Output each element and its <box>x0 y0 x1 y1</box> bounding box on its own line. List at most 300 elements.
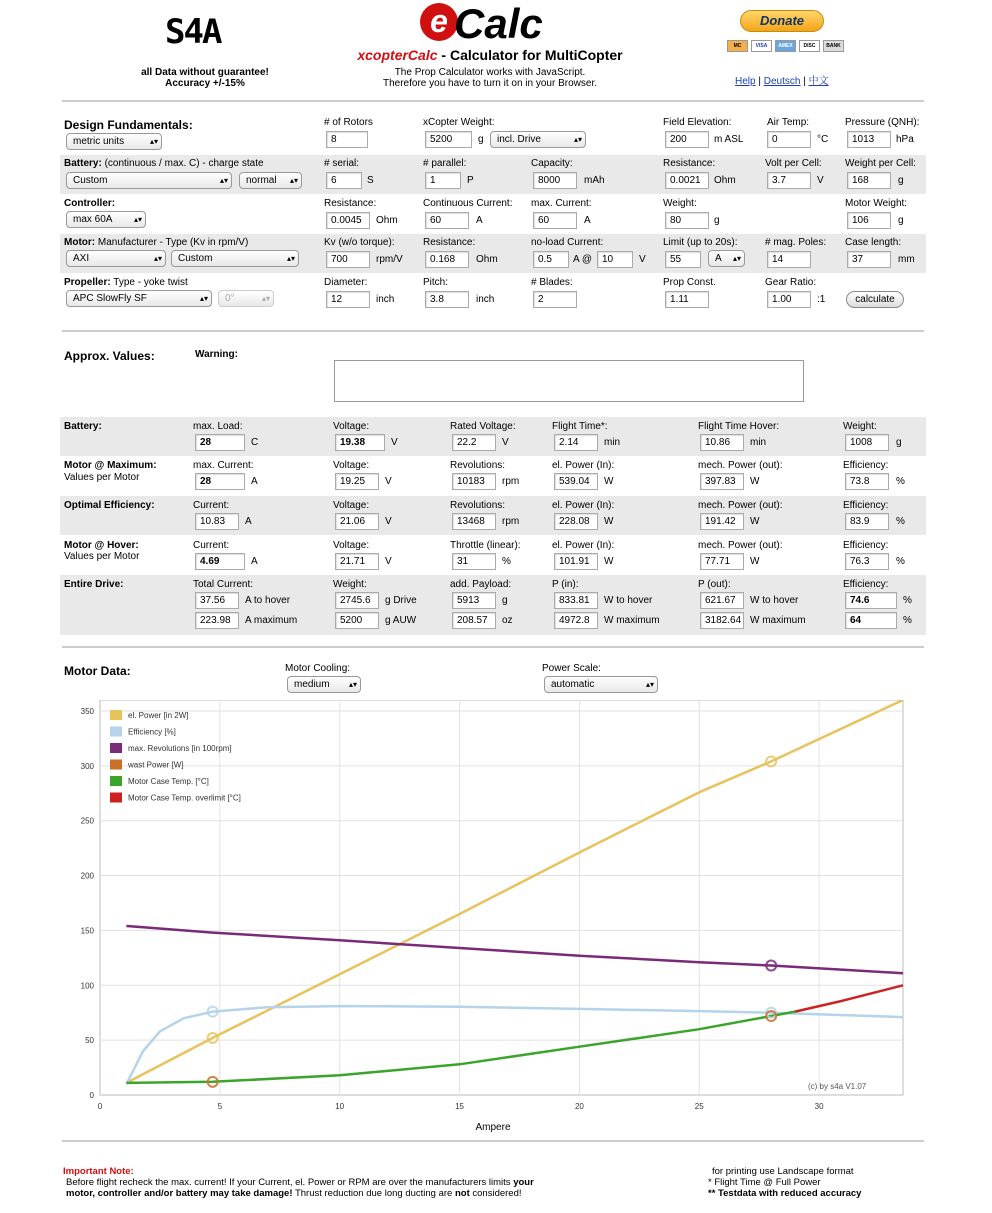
updown-icon: ▴▾ <box>133 215 142 224</box>
rated-voltage-value: 22.2 <box>452 434 496 451</box>
limit-input[interactable]: 55 <box>665 251 701 268</box>
kv-input[interactable]: 700 <box>326 251 370 268</box>
pitch-input[interactable]: 3.8 <box>425 291 469 308</box>
current-max-unit: A maximum <box>245 615 298 626</box>
weight-mode-value: incl. Drive <box>497 134 541 145</box>
motor-res-label: Resistance: <box>423 237 476 248</box>
hov-pin-unit: W <box>604 556 614 567</box>
legend-swatch-revolutions <box>110 743 122 753</box>
mm-eff-value: 73.8 <box>845 473 889 490</box>
controller-res-unit: Ohm <box>376 215 398 226</box>
diameter-unit: inch <box>376 294 395 305</box>
battery-weight-value: 1008 <box>845 434 889 451</box>
noload-voltage-input[interactable]: 10 <box>597 251 633 268</box>
battery-res-unit: Ohm <box>714 175 736 186</box>
motor-max-label: Motor @ Maximum: <box>64 460 157 471</box>
updown-icon: ▴▾ <box>261 294 270 303</box>
parallel-input[interactable]: 1 <box>425 172 461 189</box>
current-hover-unit: A to hover <box>245 595 291 606</box>
airtemp-label: Air Temp: <box>767 117 810 128</box>
vcell-unit: V <box>817 175 824 186</box>
pout-hover-unit: W to hover <box>750 595 799 606</box>
serial-unit: S <box>367 175 374 186</box>
legend-swatch-overlimit <box>110 793 122 803</box>
rotors-label: # of Rotors <box>324 117 373 128</box>
controller-label: Controller: <box>64 198 116 209</box>
cooling-label: Motor Cooling: <box>285 663 351 674</box>
ecalc-logo-e: e <box>420 3 458 41</box>
flight-time-unit: min <box>604 437 621 448</box>
pressure-label: Pressure (QNH): <box>845 117 920 128</box>
card-icon-bank: BANK <box>823 40 844 52</box>
motor-type-value: Custom <box>178 253 213 264</box>
current-hover-value: 37.56 <box>195 592 239 609</box>
gear-ratio-input[interactable]: 1.00 <box>767 291 811 308</box>
noload-voltage-unit: V <box>639 254 646 265</box>
motor-weight-unit: g <box>898 215 904 226</box>
hover-sublabel: Values per Motor <box>64 551 140 562</box>
updown-icon: ▴▾ <box>286 254 295 263</box>
opt-eff-value: 83.9 <box>845 513 889 530</box>
controller-weight-unit: g <box>714 215 720 226</box>
legend-swatch-power <box>110 710 122 720</box>
controller-weight-input[interactable]: 80 <box>665 212 709 229</box>
controller-res-input[interactable]: 0.0045 <box>326 212 370 229</box>
weight-drive-value: 2745.6 <box>335 592 379 609</box>
mm-pin-unit: W <box>604 476 614 487</box>
battery-voltage-label: Voltage: <box>333 421 370 432</box>
opt-eff-label: Efficiency: <box>843 500 889 511</box>
weight-drive-unit: g Drive <box>385 595 417 606</box>
poles-label: # mag. Poles: <box>765 237 827 248</box>
propeller-label <box>64 277 188 288</box>
pout-label: P (out): <box>698 579 731 590</box>
max-load-value: 28 <box>195 434 245 451</box>
propeller-label-bold: Propeller: <box>64 277 111 288</box>
diameter-label: Diameter: <box>324 277 368 288</box>
motor-manufacturer-select[interactable] <box>66 250 166 267</box>
result-battery-label: Battery: <box>64 421 102 432</box>
controller-select[interactable] <box>66 211 146 228</box>
legend-label-overlimit: Motor Case Temp. overlimit [°C] <box>128 793 241 803</box>
help-link[interactable]: Help <box>735 76 756 87</box>
pressure-unit: hPa <box>896 134 914 145</box>
charge-state-select[interactable] <box>239 172 302 189</box>
pin-max-value: 4972.8 <box>554 612 598 629</box>
pressure-input[interactable]: 1013 <box>847 131 891 148</box>
motor-max-sublabel: Values per Motor <box>64 472 140 483</box>
link-separator: | <box>800 76 809 87</box>
link-separator: | <box>755 76 764 87</box>
print-note-testdata: ** Testdata with reduced accuracy <box>708 1188 862 1199</box>
payload-g-value: 5913 <box>452 592 496 609</box>
total-current-label: Total Current: <box>193 579 254 590</box>
battery-input-label-bold: Battery: <box>64 158 102 169</box>
propeller-type-select[interactable] <box>66 290 212 307</box>
parallel-unit: P <box>467 175 474 186</box>
limit-unit-select[interactable] <box>708 250 745 267</box>
mm-voltage-value: 19.25 <box>335 473 379 490</box>
noload-at: A @ <box>573 254 593 265</box>
power-scale-label: Power Scale: <box>542 663 601 674</box>
battery-voltage-unit: V <box>391 437 398 448</box>
drive-label: Entire Drive: <box>64 579 124 590</box>
motor-manufacturer-value: AXI <box>73 253 90 264</box>
elevation-input[interactable]: 200 <box>665 131 709 148</box>
battery-weight-label: Weight: <box>843 421 877 432</box>
opt-voltage-unit: V <box>385 516 392 527</box>
hov-pout-unit: W <box>750 556 760 567</box>
gear-ratio-unit: :1 <box>817 294 826 305</box>
weight-label: xCopter Weight: <box>423 117 495 128</box>
hov-pout-label: mech. Power (out): <box>698 540 783 551</box>
payload-oz-unit: oz <box>502 615 513 626</box>
prop-const-label: Prop Const. <box>663 277 716 288</box>
pitch-unit: inch <box>476 294 495 305</box>
mm-rev-value: 10183 <box>452 473 496 490</box>
updown-icon: ▴▾ <box>149 137 158 146</box>
print-note-flighttime: * Flight Time @ Full Power <box>708 1177 821 1188</box>
legend-label-power: el. Power [in 2W] <box>128 711 189 720</box>
deutsch-link[interactable]: Deutsch <box>763 76 801 87</box>
flight-time-label: Flight Time*: <box>552 421 608 432</box>
legend-label-efficiency: Efficiency [%] <box>128 727 176 737</box>
y-tick-label: 350 <box>80 706 94 716</box>
power-scale-select[interactable] <box>544 676 658 693</box>
note-bold: motor, controller and/or battery may take damage! <box>66 1188 293 1199</box>
page-title <box>340 47 640 63</box>
controller-res-label: Resistance: <box>324 198 377 209</box>
opt-pin-label: el. Power (In): <box>552 500 615 511</box>
limit-unit-value: A <box>715 253 722 264</box>
motor-data-chart <box>60 700 926 1140</box>
wcell-input[interactable]: 168 <box>847 172 891 189</box>
max-current-input[interactable]: 60 <box>533 212 577 229</box>
payload-g-unit: g <box>502 595 508 606</box>
opt-rev-label: Revolutions: <box>450 500 506 511</box>
important-note-line1 <box>63 1177 583 1188</box>
max-current-label: max. Current: <box>531 198 592 209</box>
motor-weight-input[interactable]: 106 <box>847 212 891 229</box>
hov-voltage-unit: V <box>385 556 392 567</box>
calculate-button[interactable]: calculate <box>846 291 904 308</box>
charge-state-value: normal <box>246 175 277 186</box>
divider <box>62 100 924 102</box>
card-icon-mc: MC <box>727 40 748 52</box>
kv-unit: rpm/V <box>376 254 403 265</box>
ecalc-logo <box>420 0 543 48</box>
rated-voltage-label: Rated Voltage: <box>450 421 516 432</box>
wcell-label: Weight per Cell: <box>845 158 916 169</box>
max-load-unit: C <box>251 437 259 448</box>
pin-label: P (in): <box>552 579 579 590</box>
kv-label: Kv (w/o torque): <box>324 237 395 248</box>
power-scale-value: automatic <box>551 679 595 690</box>
noload-input[interactable]: 0.5 <box>533 251 569 268</box>
updown-icon: ▴▾ <box>732 254 741 263</box>
vcell-input[interactable]: 3.7 <box>767 172 811 189</box>
pin-hover-value: 833.81 <box>554 592 598 609</box>
blades-label: # Blades: <box>531 277 573 288</box>
legend-swatch-efficiency <box>110 727 122 737</box>
x-tick-label: 5 <box>217 1102 223 1111</box>
mm-eff-unit: % <box>896 476 905 487</box>
donate-button[interactable]: Donate <box>740 10 824 32</box>
eff-max-unit: % <box>903 615 912 626</box>
pin-max-unit: W maximum <box>604 615 660 626</box>
note-bold: your <box>513 1177 534 1188</box>
gear-ratio-label: Gear Ratio: <box>765 277 817 288</box>
disclaimer <box>110 67 300 89</box>
mm-pin-value: 539.04 <box>554 473 598 490</box>
important-note-line2 <box>63 1188 583 1199</box>
pout-hover-value: 621.67 <box>700 592 744 609</box>
weight-input[interactable]: 5200 <box>425 131 472 148</box>
parallel-label: # parallel: <box>423 158 467 169</box>
limit-label: Limit (up to 20s): <box>663 237 738 248</box>
hov-throttle-value: 31 <box>452 553 496 570</box>
important-note-title: Important Note: <box>63 1166 134 1177</box>
note-text: Before flight recheck the max. current! If your Current, el. Power or RPM are over the manufacturers limits <box>66 1177 514 1188</box>
case-length-label: Case length: <box>845 237 902 248</box>
weight-auw-unit: g AUW <box>385 615 417 626</box>
y-tick-label: 150 <box>80 926 94 936</box>
x-tick-label: 20 <box>574 1102 584 1111</box>
hov-current-value: 4.69 <box>195 553 245 570</box>
x-tick-label: 0 <box>97 1102 103 1111</box>
blades-input[interactable]: 2 <box>533 291 577 308</box>
opt-pout-label: mech. Power (out): <box>698 500 783 511</box>
pout-max-value: 3182.64 <box>700 612 744 629</box>
noload-label: no-load Current: <box>531 237 604 248</box>
warning-label: Warning: <box>195 349 238 360</box>
airtemp-unit: °C <box>817 134 829 145</box>
y-tick-label: 200 <box>80 871 94 881</box>
opt-voltage-value: 21.06 <box>335 513 379 530</box>
updown-icon: ▴▾ <box>289 176 298 185</box>
updown-icon: ▴▾ <box>348 680 357 689</box>
design-title: Design Fundamentals: <box>64 118 193 132</box>
divider <box>62 330 924 332</box>
serial-input[interactable]: 6 <box>326 172 362 189</box>
flight-time-hover-unit: min <box>750 437 767 448</box>
eff-max-value: 64 <box>845 612 897 629</box>
disclaimer-line1: all Data without guarantee! <box>141 67 269 78</box>
disclaimer-line2: Accuracy +/-15% <box>165 78 245 89</box>
hov-throttle-unit: % <box>502 556 511 567</box>
approx-title: Approx. Values: <box>64 349 155 363</box>
mm-current-unit: A <box>251 476 258 487</box>
controller-weight-label: Weight: <box>663 198 697 209</box>
cooling-value: medium <box>294 679 330 690</box>
y-tick-label: 50 <box>85 1036 94 1046</box>
note-bold: not <box>454 1188 470 1199</box>
header-links <box>735 72 829 87</box>
battery-input-label <box>64 158 264 169</box>
opt-current-label: Current: <box>193 500 230 511</box>
battery-voltage-value: 19.38 <box>335 434 385 451</box>
current-max-value: 223.98 <box>195 612 239 629</box>
payment-cards <box>727 40 844 52</box>
poles-input[interactable]: 14 <box>767 251 811 268</box>
hov-throttle-label: Throttle (linear): <box>450 540 521 551</box>
opt-rev-value: 13468 <box>452 513 496 530</box>
eff-hover-value: 74.6 <box>845 592 897 609</box>
legend-label-waste: wast Power [W] <box>128 760 184 770</box>
motor-type-select[interactable] <box>171 250 299 267</box>
x-tick-label: 30 <box>814 1102 824 1111</box>
updown-icon: ▴▾ <box>573 135 582 144</box>
updown-icon: ▴▾ <box>645 680 654 689</box>
legend-label-revolutions: max. Revolutions [in 100rpm] <box>128 744 232 753</box>
weight-mode-select[interactable] <box>490 131 586 148</box>
mm-rev-unit: rpm <box>502 476 520 487</box>
opt-pin-value: 228.08 <box>554 513 598 530</box>
flight-time-hover-value: 10.86 <box>700 434 744 451</box>
battery-input-label-rest: (continuous / max. C) - charge state <box>101 158 264 169</box>
motor-input-label <box>64 237 248 248</box>
motor-data-title: Motor Data: <box>64 664 131 678</box>
rotors-input[interactable]: 8 <box>326 131 368 148</box>
eff-hover-unit: % <box>903 595 912 606</box>
print-note-landscape: for printing use Landscape format <box>712 1166 854 1177</box>
x-tick-label: 25 <box>694 1102 704 1111</box>
mm-pout-value: 397.83 <box>700 473 744 490</box>
page-title-app: xcopterCalc <box>357 47 438 63</box>
y-tick-label: 0 <box>89 1091 94 1100</box>
battery-res-input[interactable]: 0.0021 <box>665 172 709 189</box>
legend-swatch-temp <box>110 776 122 786</box>
updown-icon: ▴▾ <box>199 294 208 303</box>
hov-pout-value: 77.71 <box>700 553 744 570</box>
legend-swatch-waste <box>110 760 122 770</box>
capacity-unit: mAh <box>584 175 605 186</box>
prop-const-input[interactable]: 1.11 <box>665 291 709 308</box>
elevation-label: Field Elevation: <box>663 117 732 128</box>
capacity-input[interactable]: 8000 <box>533 172 577 189</box>
divider <box>62 1140 924 1142</box>
units-select-value: metric units <box>73 136 125 147</box>
hov-voltage-label: Voltage: <box>333 540 370 551</box>
hov-eff-unit: % <box>896 556 905 567</box>
pout-max-unit: W maximum <box>750 615 806 626</box>
card-icon-visa: VISA <box>751 40 772 52</box>
elevation-unit: m ASL <box>714 134 744 145</box>
controller-value: max 60A <box>73 214 113 225</box>
payload-oz-value: 208.57 <box>452 612 496 629</box>
divider <box>62 646 924 648</box>
opt-pin-unit: W <box>604 516 614 527</box>
payload-label: add. Payload: <box>450 579 512 590</box>
warning-textarea[interactable] <box>334 360 804 402</box>
print-notes <box>708 1166 861 1199</box>
plot-area <box>100 700 903 1095</box>
drive-weight-label: Weight: <box>333 579 367 590</box>
opt-voltage-label: Voltage: <box>333 500 370 511</box>
max-load-label: max. Load: <box>193 421 243 432</box>
hov-eff-value: 76.3 <box>845 553 889 570</box>
wcell-unit: g <box>898 175 904 186</box>
js-notice <box>340 67 640 89</box>
updown-icon: ▴▾ <box>153 254 162 263</box>
mm-eff-label: Efficiency: <box>843 460 889 471</box>
units-select[interactable] <box>66 133 162 150</box>
cooling-select[interactable] <box>287 676 361 693</box>
propeller-label-rest: Type - yoke twist <box>110 277 188 288</box>
ecalc-logo-text: Calc <box>454 0 543 47</box>
case-length-unit: mm <box>898 254 915 265</box>
opt-current-unit: A <box>245 516 252 527</box>
hov-eff-label: Efficiency: <box>843 540 889 551</box>
max-current-unit: A <box>584 215 591 226</box>
hov-pin-label: el. Power (In): <box>552 540 615 551</box>
hov-current-unit: A <box>251 556 258 567</box>
motor-input-label-bold: Motor: <box>64 237 96 248</box>
mm-current-value: 28 <box>195 473 245 490</box>
y-tick-label: 300 <box>80 761 94 771</box>
yoke-twist-select[interactable] <box>218 290 274 307</box>
mm-current-label: max. Current: <box>193 460 254 471</box>
rated-voltage-unit: V <box>502 437 509 448</box>
flight-time-hover-label: Flight Time Hover: <box>698 421 780 432</box>
flight-time-value: 2.14 <box>554 434 598 451</box>
diameter-input[interactable]: 12 <box>326 291 370 308</box>
opt-pout-unit: W <box>750 516 760 527</box>
case-length-input[interactable]: 37 <box>847 251 891 268</box>
hov-current-label: Current: <box>193 540 230 551</box>
motor-res-input[interactable]: 0.168 <box>425 251 469 268</box>
motor-input-label-rest: Manufacturer - Type (Kv in rpm/V) <box>95 237 249 248</box>
opt-eff-unit: % <box>896 516 905 527</box>
opt-rev-unit: rpm <box>502 516 520 527</box>
battery-type-value: Custom <box>73 175 108 186</box>
pitch-label: Pitch: <box>423 277 449 288</box>
mm-pin-label: el. Power (In): <box>552 460 615 471</box>
airtemp-input[interactable]: 0 <box>767 131 811 148</box>
y-tick-label: 100 <box>80 981 94 991</box>
motor-weight-label: Motor Weight: <box>845 198 908 209</box>
x-tick-label: 15 <box>455 1102 465 1111</box>
battery-type-select[interactable] <box>66 172 232 189</box>
chinese-link[interactable]: 中文 <box>808 76 829 87</box>
cont-current-unit: A <box>476 215 483 226</box>
legend-label-temp: Motor Case Temp. [°C] <box>128 777 209 786</box>
battery-weight-unit: g <box>896 437 902 448</box>
yoke-twist-value: 0° <box>225 293 235 304</box>
opt-current-value: 10.83 <box>195 513 239 530</box>
js-notice-line2: Therefore you have to turn it on in your Browser. <box>383 78 597 89</box>
mm-pout-label: mech. Power (out): <box>698 460 783 471</box>
card-icon-discover: DISC <box>799 40 820 52</box>
pin-hover-unit: W to hover <box>604 595 653 606</box>
propeller-type-value: APC SlowFly SF <box>73 293 147 304</box>
js-notice-line1: The Prop Calculator works with JavaScript. <box>394 67 586 78</box>
weight-auw-value: 5200 <box>335 612 379 629</box>
motor-res-unit: Ohm <box>476 254 498 265</box>
cont-current-input[interactable]: 60 <box>425 212 469 229</box>
hov-voltage-value: 21.71 <box>335 553 379 570</box>
capacity-label: Capacity: <box>531 158 573 169</box>
weight-unit: g <box>478 134 484 145</box>
hov-pin-value: 101.91 <box>554 553 598 570</box>
s4a-logo: S4A <box>165 12 221 52</box>
optimal-label: Optimal Efficiency: <box>64 500 155 511</box>
mm-rev-label: Revolutions: <box>450 460 506 471</box>
x-tick-label: 10 <box>335 1102 345 1111</box>
mm-voltage-label: Voltage: <box>333 460 370 471</box>
updown-icon: ▴▾ <box>219 176 228 185</box>
note-text: Thrust reduction due long ducting are <box>292 1188 455 1199</box>
